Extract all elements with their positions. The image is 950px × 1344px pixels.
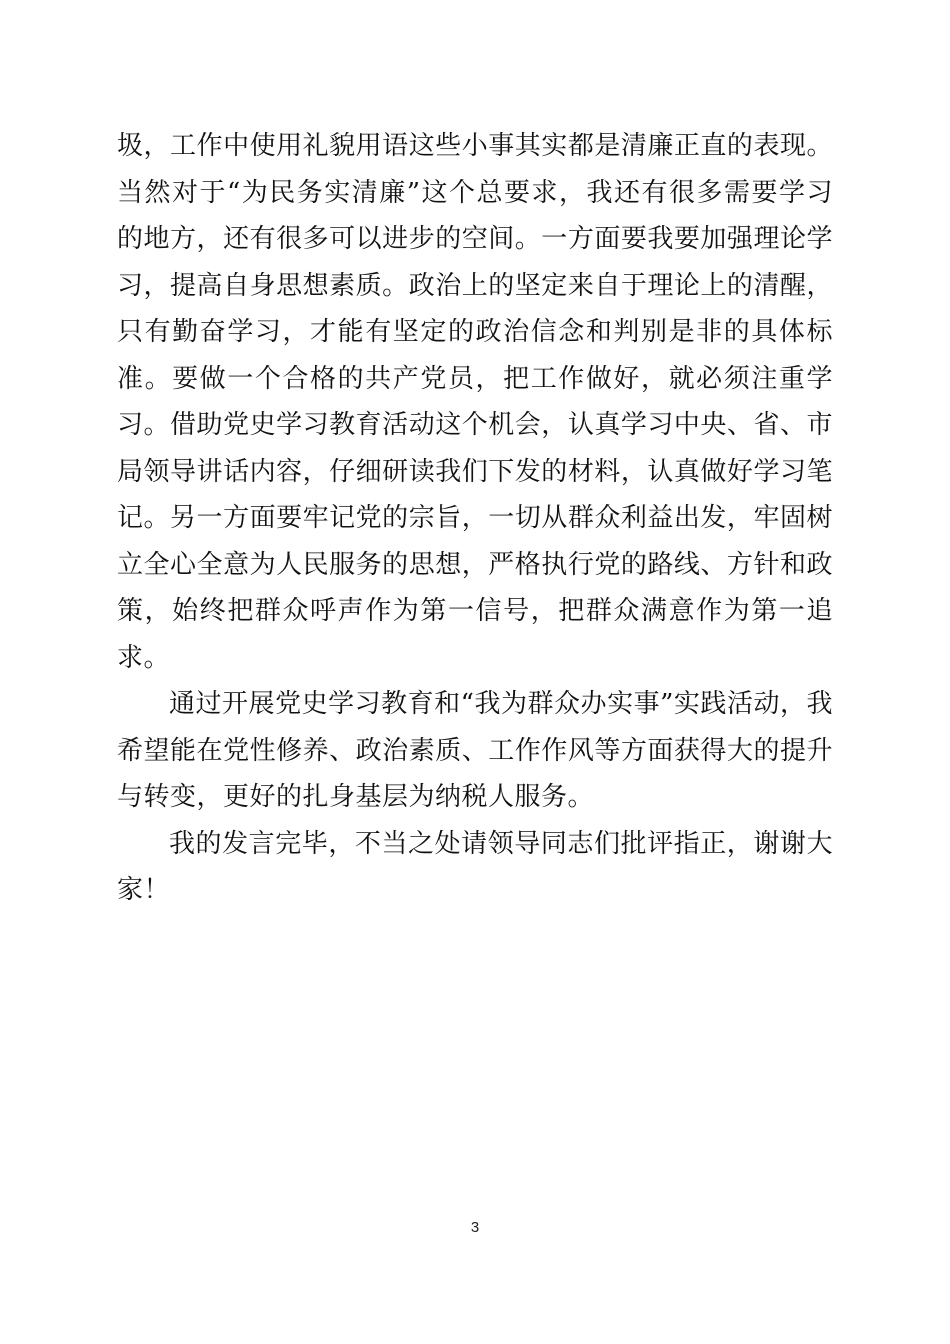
page-number: 3: [470, 1219, 480, 1236]
paragraph-activities: 通过开展党史学习教育和“我为群众办实事”实践活动，我希望能在党性修养、政治素质、工作作风等方面获得大的提升与转变，更好的扎身基层为纳税人服务。: [117, 689, 833, 812]
paragraph-closing: 我的发言完毕，不当之处请领导同志们批评指正，谢谢大家！: [117, 828, 833, 905]
paragraph-continuation: 圾，工作中使用礼貌用语这些小事其实都是清廉正直的表现。当然对于“为民务实清廉”这个总要求，我还有很多需要学习的地方，还有很多可以进步的空间。一方面要我要加强理论学习，提高自身思想素质。政治上的坚定来自于理论上的清醒，只有勤奋学习，才能有坚定的政治信念和判别是非的具体标准。要做一个合格的共产党员，把工作做好，就必须注重学习。借助党史学习教育活动这个机会，认真学习中央、省、市局领导讲话内容，仔细研读我们下发的材料，认真做好学习笔记。另一方面要牢记党的宗旨，一切从群众利益出发，牢固树立全心全意为人民服务的思想，严格执行党的路线、方针和政策，始终把群众呼声作为第一信号，把群众满意作为第一追求。: [117, 131, 833, 673]
document-body: [117, 123, 833, 914]
